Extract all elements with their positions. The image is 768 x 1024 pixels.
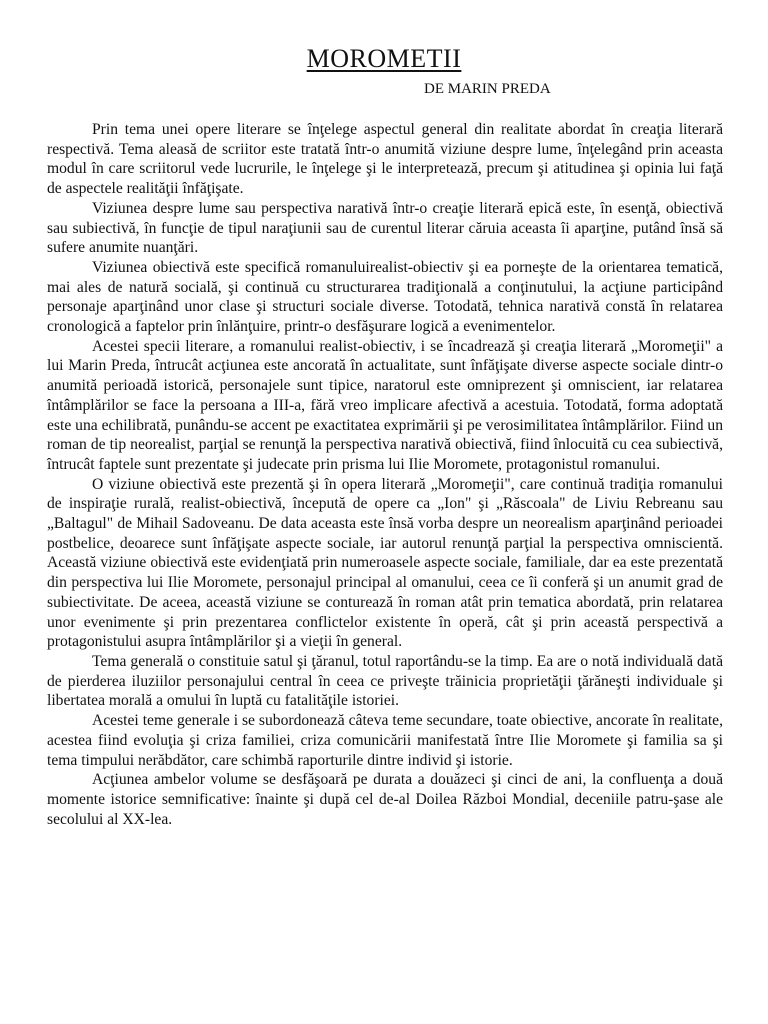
paragraph: Prin tema unei opere literare se înţelege aspectul general din realitate abordat în creaţia literară respectivă. Tema aleasă de scriitor este tratată într-o anumită viziune despre lume, înţelegând prin aceasta modul în care scriitorul vede lucrurile, le înţelege şi le interpretează, precum şi atitudinea şi opinia lui faţă de aspectele realităţii înfăţişate. [47,121,723,198]
document-title: MOROMETII [306,44,462,73]
paragraph: Tema generală o constituie satul şi ţăranul, totul raportându-se la timp. Ea are o notă individuală dată de pierderea iluziilor personajului central în ceea ce priveşte trăinicia proprietăţii ţărăneşti individuale şi libertatea morală a omului în luptă cu fatalităţile istoriei. [47,652,723,710]
paragraph: Acţiunea ambelor volume se desfăşoară pe durata a douăzeci şi cinci de ani, la confluenţa a două momente istorice semnificative: înainte şi după cel de-al Doilea Război Mondial, deceniile patru-şase ale secolului al XX-lea. [47,771,723,828]
paragraph: Viziunea despre lume sau perspectiva narativă într-o creaţie literară epică este, în esenţă, obiectivă sau subiectivă, în funcţie de tipul naraţiunii sau de curentul literar căruia aceasta îi aparţine, putând însă să sufere anumite nuanţări. [47,199,723,257]
document-author: DE MARIN PREDA [424,81,551,97]
paragraph: Acestei teme generale i se subordonează câteva teme secundare, toate obiective, ancorate în realitate, acestea fiind evoluţia şi criza familiei, criza comunicării manifestată între Ilie Moromete şi familia sa şi tema timpului nerăbdător, care schimbă raporturile dintre individ şi istorie. [47,712,723,769]
paragraph: O viziune obiectivă este prezentă şi în opera literară „Moromeţii", care continuă tradiţia romanului de inspiraţie rurală, realist-obiectivă, începută de opere ca „Ion" şi „Răscoala" de Liviu Rebreanu sau „Baltagul" de Mihail Sadoveanu. De data aceasta este însă vorba despre un neorealism aparţinând perioadei postbelice, deoarece sunt înfăţişate aspecte sociale, iar autorul renunţă parţial la perspectiva omniscientă. Această viziune obiectivă este evidenţiată prin numeroasele aspecte sociale, familiale, dar ea este prezentată din perspectiva lui Ilie Moromete, personajul principal al omanului, ceea ce îi conferă şi un anumit grad de subiectivitate. De aceea, această viziune se conturează în roman atât prin tematica abordată, prin relatarea unor evenimente şi prin prezentarea conflictelor existente în operă, cât şi prin această perspectivă a protagonistului asupra întâmplărilor şi a vieţii în general. [47,475,723,651]
paragraph: Acestei specii literare, a romanului realist-obiectiv, i se încadrează şi creaţia literară „Moromeţii" a lui Marin Preda, întrucât acţiunea este ancorată în actualitate, sunt înfăţişate diverse aspecte sociale dintr-o anumită perioadă istorică, personajele sunt tipice, naratorul este omniprezent şi omniscient, iar relatarea întâmplărilor se face la persoana a III-a, fără vreo implicare afectivă a acestuia. Totodată, forma adoptată este una echilibrată, punându-se accent pe exactitatea exprimării şi pe verosimilitatea întâmplărilor. Fiind un roman de tip neorealist, parţial se renunţă la perspectiva narativă obiectivă, fiind înlocuită cu cea subiectivă, întrucât faptele sunt prezentate şi judecate prin prisma lui Ilie Moromete, protagonistul romanului. [47,337,723,473]
paragraph: Viziunea obiectivă este specifică romanuluirealist-obiectiv şi ea porneşte de la orientarea tematică, mai ales de natură socială, şi continuă cu structurarea tradiţională a conţinutului, la acţiune participând personaje aparţinând unor clase şi structuri sociale diverse. Totodată, tehnica narativă constă în relatarea cronologică a faptelor prin înlănţuire, printr-o desfăşurare logică a evenimentelor. [47,258,723,336]
document-body [47,120,723,829]
